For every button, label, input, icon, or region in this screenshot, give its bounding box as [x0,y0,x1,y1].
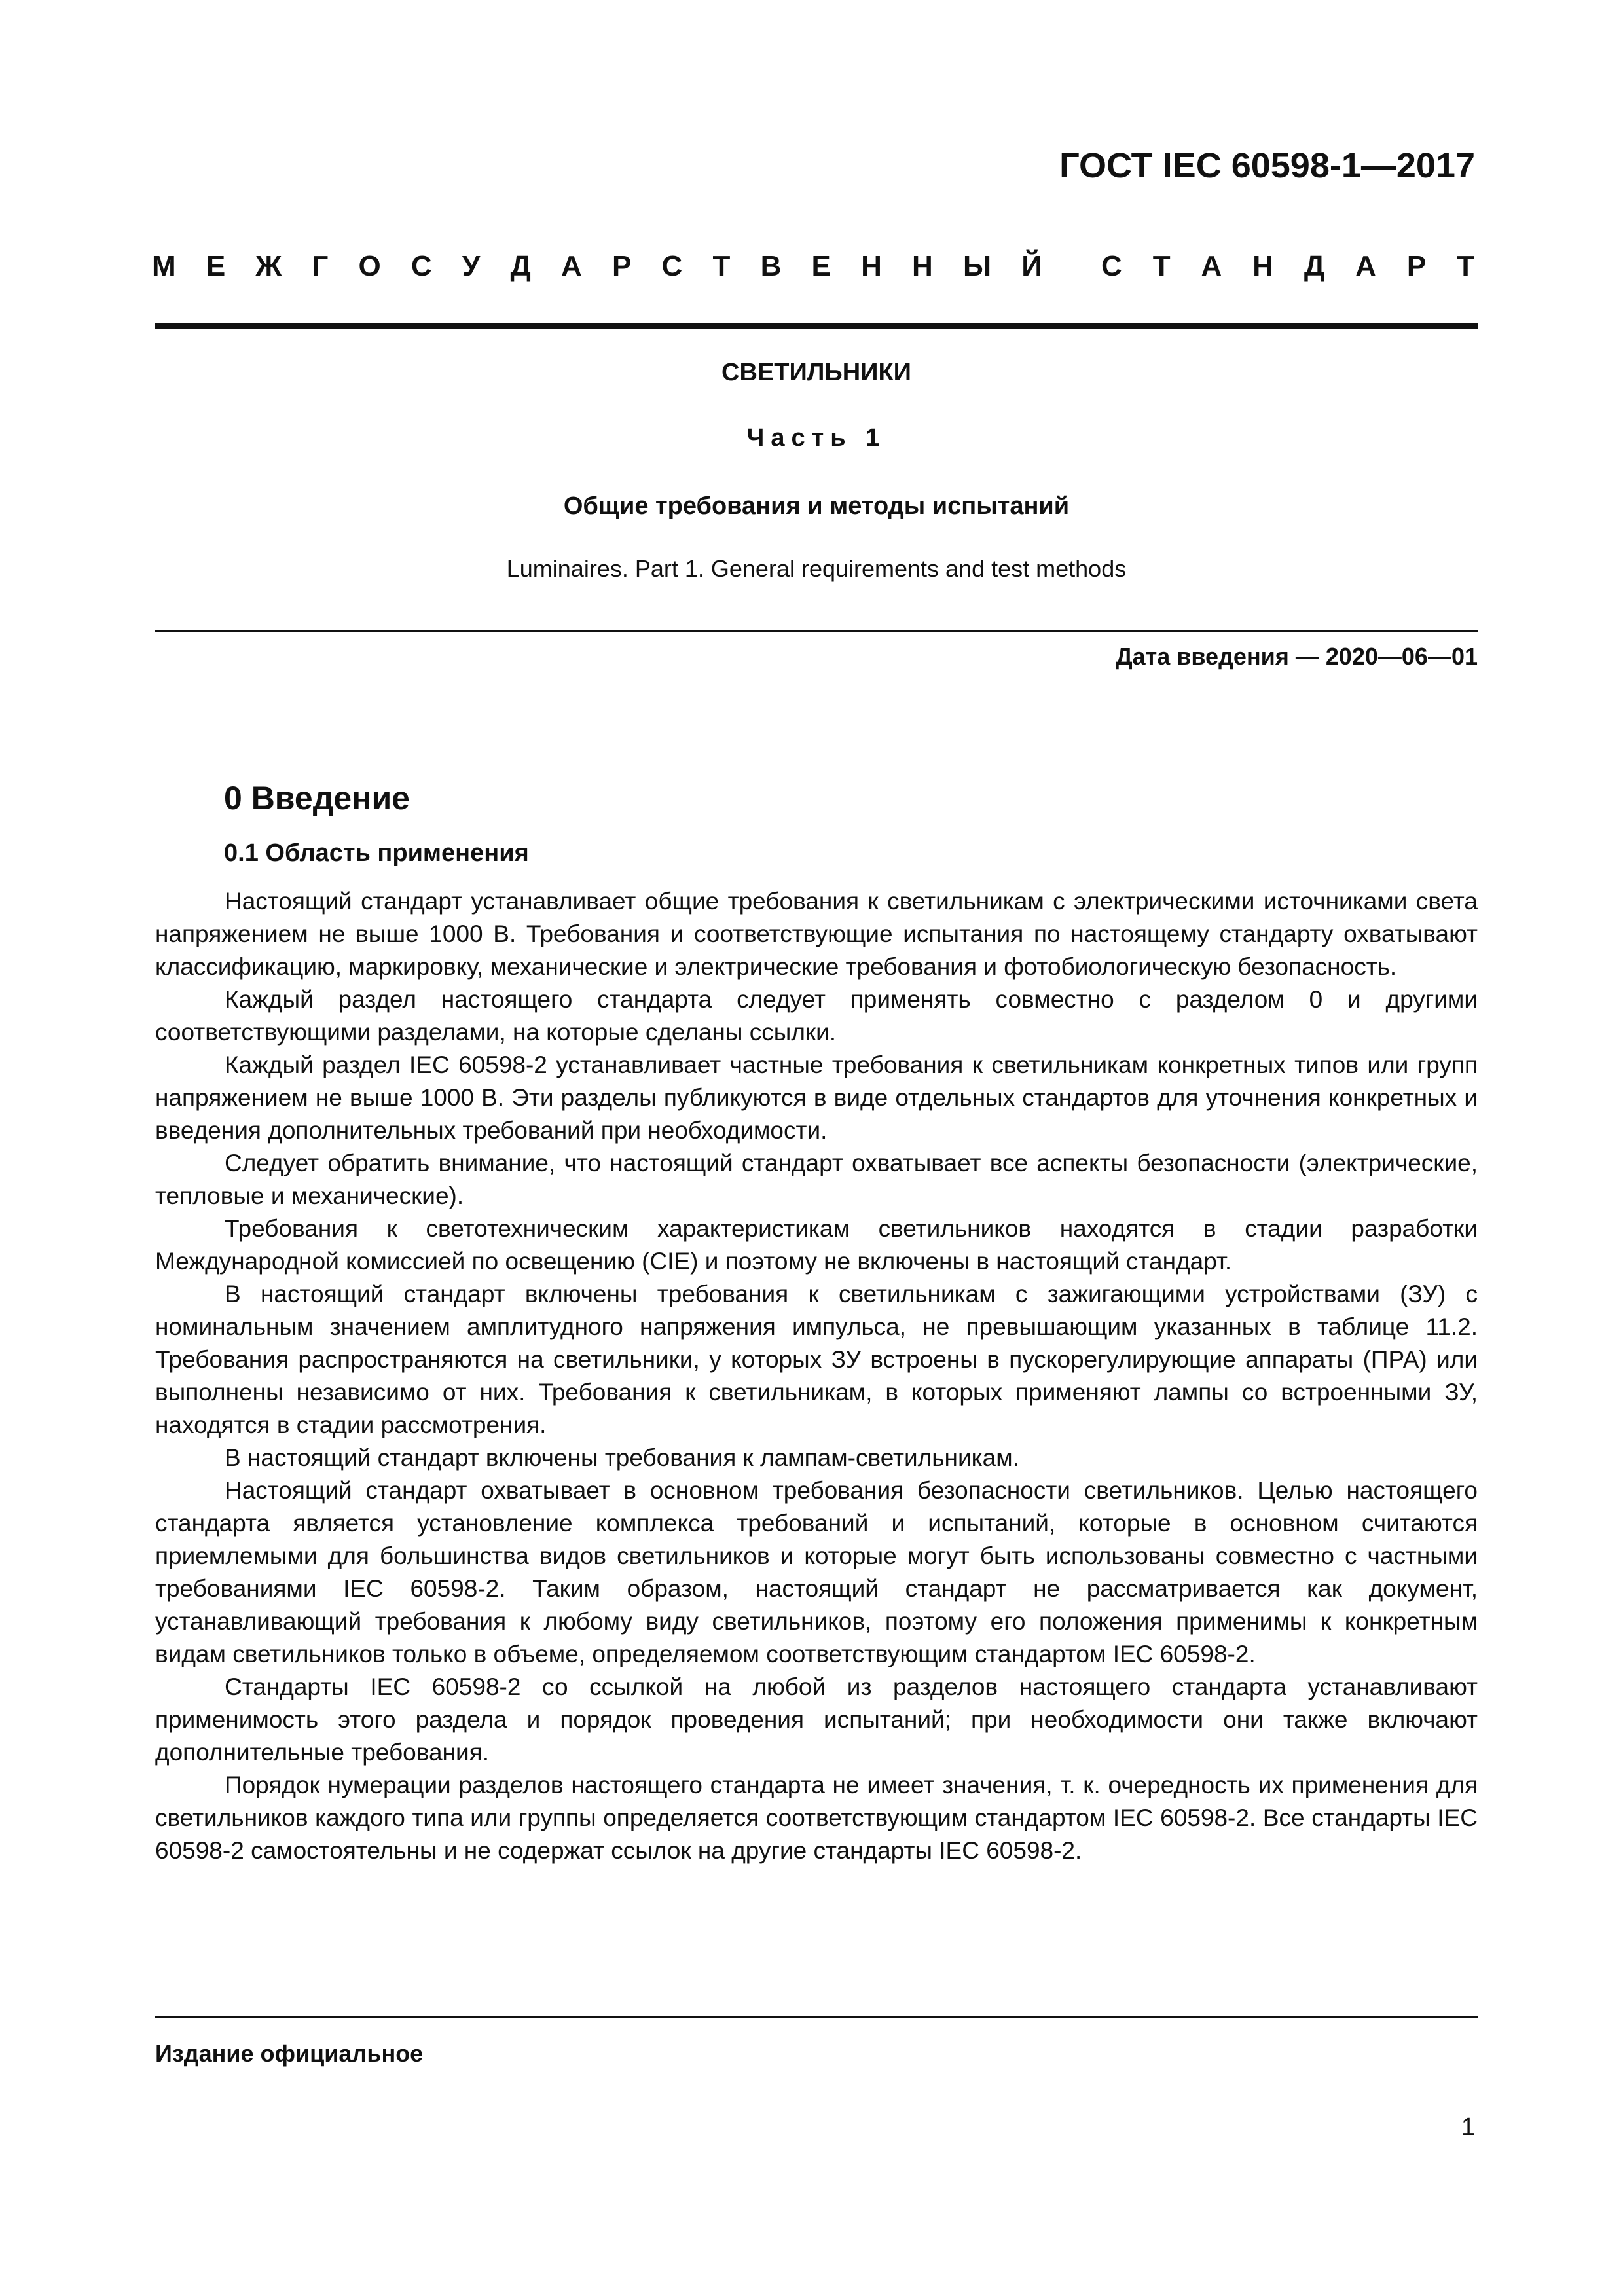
heading-letter: Т [1457,250,1474,282]
heading-letter: Т [712,250,731,282]
header-divider [155,323,1478,329]
title-divider [155,630,1478,632]
heading-letter: Т [1152,250,1171,282]
heading-letter: С [1101,250,1122,282]
heading-letter: Й [1021,250,1042,282]
subsection-heading: 0.1 Область применения [224,839,529,867]
document-code: ГОСТ IEC 60598-1—2017 [1059,146,1475,185]
heading-letter: В [760,250,782,282]
heading-letter: М [152,250,176,282]
heading-letter: Н [1252,250,1273,282]
heading-letter: Р [1406,250,1427,282]
heading-letter: У [462,250,481,282]
heading-letter: С [410,250,432,282]
paragraph: Стандарты IEC 60598-2 со ссылкой на любой из разделов настоящего стандарта устанавливают применимость этого раздела и порядок проведения испытаний; при необходимости они также включают дополнительные требования. [155,1673,1478,1766]
page-number: 1 [1461,2113,1475,2141]
document-title: СВЕТИЛЬНИКИ [721,359,911,386]
footer-divider [155,2016,1478,2018]
heading-letter: С [661,250,683,282]
heading-letter: А [1201,250,1222,282]
paragraph: Настоящий стандарт охватывает в основном требования безопасности светильников. Целью настоящего стандарта является установление комплекса требований и испытаний, которые в основном считаются приемлемыми для большинства видов светильников и которые могут быть использованы совместно с частными требованиями IEC 60598-2. Таким образом, настоящий стандарт не рассматривается как документ, устанавливающий требования к любому виду светильников, поэтому его положения применимы к конкретным видам светильников только в объеме, определяемом соответствующим стандартом IEC 60598-2. [155,1477,1478,1667]
heading-letter: Г [312,250,329,282]
heading-letter: А [561,250,582,282]
heading-letter: Е [206,250,226,282]
heading-letter: Н [912,250,933,282]
paragraph: Требования к светотехническим характеристикам светильников находятся в стадии разработки Международной комиссией по освещению (CIE) и поэтому не включены в настоящий стандарт. [155,1215,1478,1275]
heading-letter: Ж [255,250,282,282]
introduction-date: Дата введения — 2020—06—01 [1115,643,1478,670]
heading-letter: Р [611,250,632,282]
interstate-word [152,250,1042,283]
paragraph: В настоящий стандарт включены требования к лампам-светильникам. [225,1444,1019,1471]
document-subtitle: Общие требования и методы испытаний [563,492,1070,520]
section-heading: 0 Введение [224,780,410,816]
standard-word [1101,250,1474,283]
english-title: Luminaires. Part 1. General requirements and test methods [506,555,1127,582]
paragraph: В настоящий стандарт включены требования к светильникам с зажигающими устройствами (ЗУ) с номинальным значением амплитудного напряжения импульса, не превышающим указанных в таблице 11.2. Требования распространяются на светильники, у которых ЗУ встроены в пускорегулирующие аппараты (ПРА) или выполнены независимо от них. Требования к светильникам, в которых применяют лампы со встроенными ЗУ, находятся в стадии рассмотрения. [155,1281,1478,1438]
heading-letter: А [1355,250,1376,282]
paragraph: Порядок нумерации разделов настоящего стандарта не имеет значения, т. к. очередность их применения для светильников каждого типа или группы определяется соответствующим стандартом IEC 60598-2. Все стандарты IEC 60598-2 самостоятельны и не содержат ссылок на другие стандарты IEC 60598-2. [155,1772,1478,1864]
heading-letter: Ы [963,250,992,282]
edition-label: Издание официальное [155,2040,424,2067]
paragraph: Настоящий стандарт устанавливает общие требования к светильникам с электрическими источниками света напряжением не выше 1000 В. Требования и соответствующие испытания по настоящему стандарту охватывают классификацию, маркировку, механические и электрические требования и фотобиологическую безопасность. [155,888,1478,980]
paragraph: Каждый раздел настоящего стандарта следует применять совместно с разделом 0 и другими соответствующими разделами, на которые сделаны ссылки. [155,986,1478,1046]
heading-letter: Д [1304,250,1325,282]
body-text [155,885,1478,1867]
heading-letter: Н [861,250,882,282]
heading-letter: Д [510,250,531,282]
heading-letter: Е [811,250,831,282]
paragraph: Следует обратить внимание, что настоящий стандарт охватывает все аспекты безопасности (электрические, тепловые и механические). [155,1150,1478,1209]
part-label: Часть 1 [746,424,886,452]
heading-letter: О [358,250,381,282]
paragraph: Каждый раздел IEC 60598-2 устанавливает частные требования к светильникам конкретных типов или групп напряжением не выше 1000 В. Эти разделы публикуются в виде отдельных стандартов для уточнения конкретных и введения дополнительных требований при необходимости. [155,1051,1478,1144]
